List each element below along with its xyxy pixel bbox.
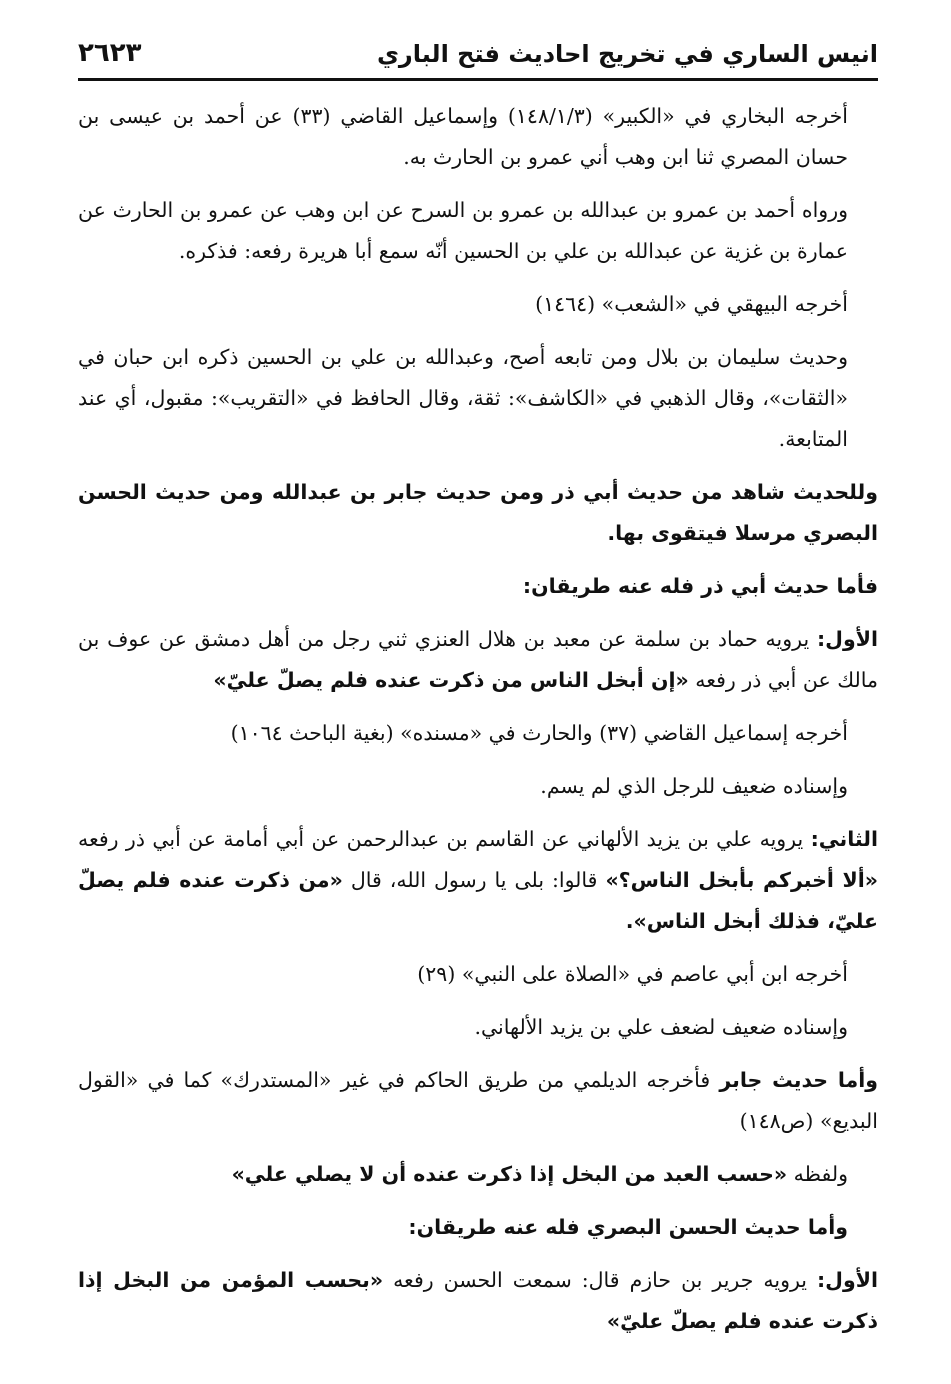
route-label: الأول: [816,1268,879,1292]
paragraph-first-route-hasan [78,1260,878,1342]
paragraph-shawahid: وللحديث شاهد من حديث أبي ذر ومن حديث جابر بن عبدالله ومن حديث الحسن البصري مرسلا فيتقوى بها. [78,480,878,545]
paragraph-second-route-abu-dharr [78,819,878,942]
paragraph-ismail-takhrij: أخرجه إسماعيل القاضي (٣٧) والحارث في «مسنده» (بغية الباحث ١٠٦٤) [230,721,848,745]
route-text-2: قالوا: بلى يا رسول الله، قال [342,868,606,892]
running-header [78,36,878,81]
hadith-quote: «حسب العبد من البخل إذا ذكرت عنده أن لا يصلي علي» [231,1162,788,1186]
hadith-quote: «ألا أخبركم بأبخل الناس؟» [605,868,879,892]
route-label: الثاني: [810,827,878,851]
route-text: يرويه حماد بن سلمة عن معبد بن هلال العنزي ثني رجل من أهل دمشق عن عوف بن مالك عن أبي ذر رفعه [78,627,878,692]
hadith-quote: «إن أبخل الناس من ذكرت عنده فلم يصلّ عليّ» [213,668,689,692]
section-lead: وأما حديث جابر [719,1068,879,1092]
paragraph-ibn-abi-asim-takhrij: أخرجه ابن أبي عاصم في «الصلاة على النبي» (٢٩) [417,962,848,986]
heading-abu-dharr: فأما حديث أبي ذر فله عنه طريقان: [522,574,878,598]
page-body [78,96,878,1354]
page-number: ٢٦٢٣ [78,38,142,68]
hadith-quote: «بحسب المؤمن من البخل إذا ذكرت عنده فلم يصلّ عليّ» [78,1268,878,1333]
book-title: انيس الساري في تخريج احاديث فتح الباري [376,40,878,68]
paragraph-isnad-weak-2: وإسناده ضعيف لضعف علي بن يزيد الألهاني. [474,1015,848,1039]
section-text: فأخرجه الديلمي من طريق الحاكم في غير «المستدرك» كما في «القول البديع» (ص١٤٨) [78,1068,878,1133]
paragraph-bayhaqi-takhrij: أخرجه البيهقي في «الشعب» (١٤٦٤) [535,292,848,316]
wording-label: ولفظه [787,1162,848,1186]
heading-hasan-basri: وأما حديث الحسن البصري فله عنه طريقان: [408,1215,848,1239]
hadith-quote-2: «من ذكرت عنده فلم يصلّ عليّ، فذلك أبخل الناس». [78,868,878,933]
route-text: يرويه جرير بن حازم قال: سمعت الحسن رفعه [383,1268,817,1292]
paragraph-jabir-hadith [78,1060,878,1142]
paragraph-first-route-abu-dharr [78,619,878,701]
route-label: الأول: [816,627,878,651]
paragraph-ahmad-riwaya: ورواه أحمد بن عمرو بن عبدالله بن عمرو بن السرح عن ابن وهب عن عمرو بن الحارث عن عمارة بن غزية عن عبدالله بن علي بن الحسين أنّه سمع أبا هريرة رفعه: فذكره. [78,198,848,263]
route-text: يرويه علي بن يزيد الألهاني عن القاسم بن عبدالرحمن عن أبي أمامة عن أبي ذر رفعه [78,827,811,851]
paragraph-sulayman-hadith: وحديث سليمان بن بلال ومن تابعه أصح، وعبدالله بن علي بن الحسين ذكره ابن حبان في «الثقات»، وقال الذهبي في «الكاشف»: ثقة، وقال الحافظ في «التقريب»: مقبول، أي عند المتابعة. [78,345,848,451]
paragraph-isnad-weak-1: وإسناده ضعيف للرجل الذي لم يسم. [540,774,848,798]
paragraph-bukhari-takhrij: أخرجه البخاري في «الكبير» (١٤٨/١/٣) وإسماعيل القاضي (٣٣) عن أحمد بن عيسى بن حسان المصري ثنا ابن وهب أني عمرو بن الحارث به. [78,104,848,169]
paragraph-jabir-wording [78,1154,878,1195]
